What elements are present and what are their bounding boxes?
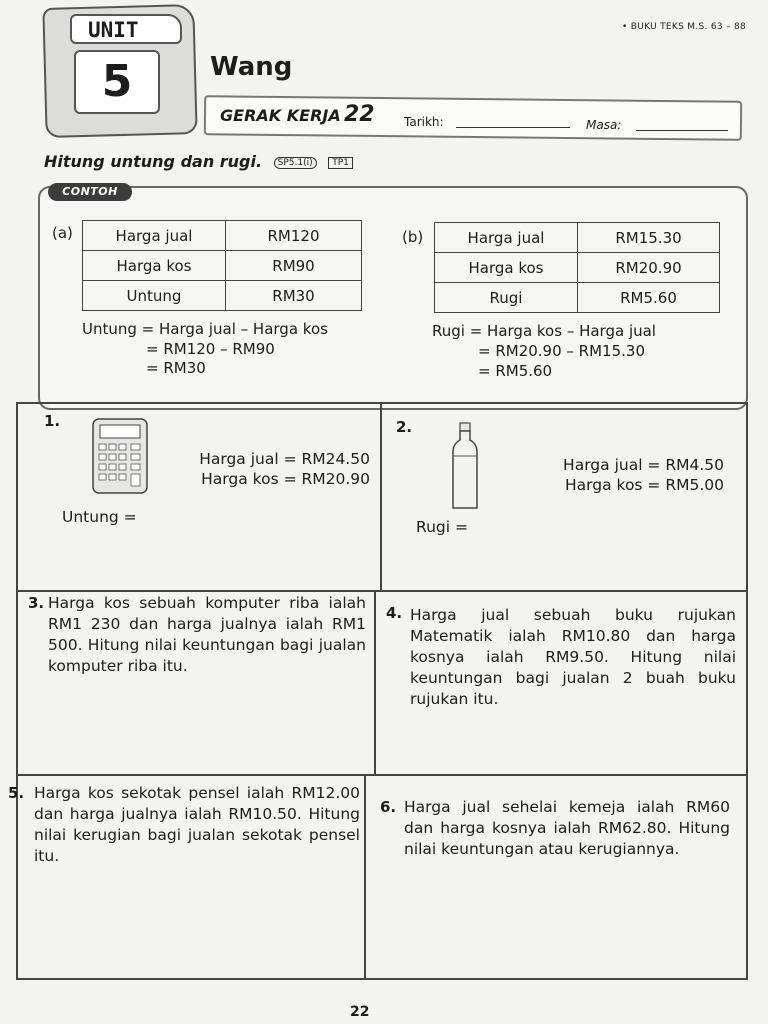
- work-label: GERAK KERJA: [220, 106, 341, 125]
- question-1-sell-price: Harga jual = RM24.50: [199, 450, 370, 468]
- table-row: [435, 253, 720, 283]
- grid-divider: [380, 402, 382, 590]
- table-cell: Harga kos: [83, 251, 226, 281]
- question-3-text: Harga kos sebuah komputer riba ialah RM1 230 dan harga jualnya ialah RM1 500. Hitung nilai keuntungan bagi jualan komputer riba itu.: [48, 594, 366, 675]
- table-row: [83, 221, 362, 251]
- book-reference: • BUKU TEKS M.S. 63 – 88: [622, 22, 747, 32]
- grid-divider: [18, 978, 746, 980]
- grid-divider: [374, 590, 376, 774]
- example-b-calc-1: Rugi = Harga kos – Harga jual: [432, 322, 656, 340]
- question-5-number: 5.: [8, 784, 25, 802]
- table-row: [435, 223, 720, 253]
- table-cell: Rugi: [435, 283, 578, 313]
- question-5-text: Harga kos sekotak pensel ialah RM12.00 dan harga jualnya ialah RM10.50. Hitung nilai kerugian bagi jualan sekotak pensel itu.: [34, 784, 360, 865]
- question-1-cost-price: Harga kos = RM20.90: [201, 470, 370, 488]
- table-row: [83, 251, 362, 281]
- example-a-calc-1: Untung = Harga jual – Harga kos: [82, 320, 328, 338]
- table-cell: Harga jual: [435, 223, 578, 253]
- instruction: [44, 152, 353, 171]
- table-cell: RM5.60: [578, 283, 720, 313]
- time-field[interactable]: [636, 130, 728, 131]
- question-2-cost-price: Harga kos = RM5.00: [565, 476, 724, 494]
- question-2-number: 2.: [396, 418, 413, 436]
- date-label: Tarikh:: [404, 115, 444, 129]
- grid-divider: [18, 590, 746, 592]
- bottle-icon: [450, 422, 480, 510]
- table-cell: RM20.90: [578, 253, 720, 283]
- table-cell: RM90: [226, 251, 362, 281]
- question-2-sell-price: Harga jual = RM4.50: [563, 456, 724, 474]
- question-4-text: Harga jual sebuah buku rujukan Matematik ialah RM10.80 dan harga kosnya ialah RM9.50. Hitung nilai keuntungan bagi jualan 2 buah buku rujukan itu.: [410, 606, 736, 708]
- question-1-number: 1.: [44, 412, 61, 430]
- unit-title: Wang: [210, 52, 293, 82]
- table-cell: Untung: [83, 281, 226, 311]
- table-cell: RM15.30: [578, 223, 720, 253]
- question-2-answer-label: Rugi =: [416, 518, 468, 536]
- date-field[interactable]: [456, 127, 570, 128]
- instruction-text: Hitung untung dan rugi.: [44, 152, 263, 171]
- example-a-table: [82, 220, 362, 311]
- grid-divider: [18, 774, 746, 776]
- example-b-calc-3: = RM5.60: [478, 362, 553, 380]
- work-number: 22: [344, 102, 375, 127]
- time-label: Masa:: [586, 118, 622, 132]
- table-row: [435, 283, 720, 313]
- calculator-icon: [92, 418, 148, 494]
- level-tag: TP1: [328, 157, 353, 169]
- table-row: [83, 281, 362, 311]
- question-1-answer-label: Untung =: [62, 508, 137, 526]
- example-a-calc-2: = RM120 – RM90: [146, 340, 275, 358]
- unit-number: 5: [74, 50, 160, 114]
- grid-divider: [364, 774, 366, 978]
- example-a-label: (a): [52, 224, 73, 242]
- question-6-number: 6.: [380, 798, 397, 816]
- page-number: 22: [350, 1004, 370, 1020]
- question-6-text: Harga jual sehelai kemeja ialah RM60 dan harga kosnya ialah RM62.80. Hitung nilai keuntungan atau kerugiannya.: [404, 798, 730, 858]
- example-b-table: [434, 222, 720, 313]
- question-3-number: 3.: [28, 594, 45, 612]
- unit-label: UNIT: [70, 14, 182, 44]
- table-cell: Harga jual: [83, 221, 226, 251]
- table-cell: RM120: [226, 221, 362, 251]
- table-cell: RM30: [226, 281, 362, 311]
- grid-divider: [18, 402, 746, 404]
- standard-tag: SP5.1(i): [274, 157, 317, 169]
- table-cell: Harga kos: [435, 253, 578, 283]
- example-a-calc-3: = RM30: [146, 359, 206, 377]
- example-b-label: (b): [402, 228, 424, 246]
- question-4-number: 4.: [386, 604, 403, 622]
- example-badge: CONTOH: [48, 183, 132, 201]
- example-b-calc-2: = RM20.90 – RM15.30: [478, 342, 645, 360]
